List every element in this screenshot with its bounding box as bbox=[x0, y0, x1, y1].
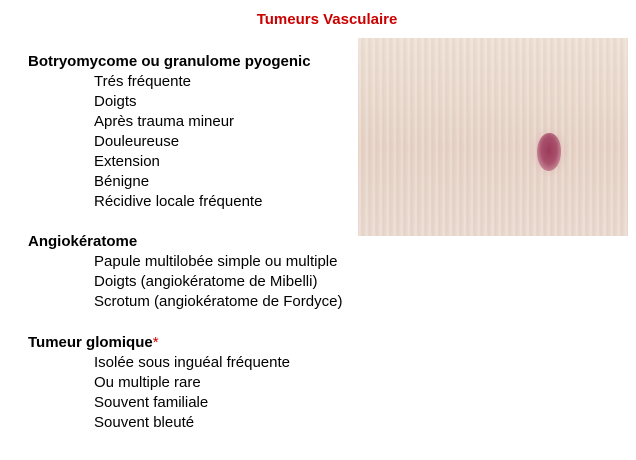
section-heading-text: Tumeur glomique bbox=[28, 334, 153, 351]
list-item: Récidive locale fréquente bbox=[94, 193, 263, 210]
lesion-nodule bbox=[537, 133, 561, 171]
slide-title: Tumeurs Vasculaire bbox=[256, 11, 398, 28]
list-item: Bénigne bbox=[94, 173, 150, 190]
section-heading: Botryomycome ou granulome pyogenic bbox=[28, 53, 311, 70]
list-item: Souvent familiale bbox=[94, 394, 209, 411]
list-item: Trés fréquente bbox=[94, 73, 191, 90]
section-heading: Angiokératome bbox=[28, 233, 138, 250]
section-heading bbox=[28, 333, 290, 353]
list-item: Isolée sous inguéal fréquente bbox=[94, 354, 290, 371]
list-item: Doigts (angiokératome de Mibelli) bbox=[94, 273, 318, 290]
list-item: Papule multilobée simple ou multiple bbox=[94, 253, 338, 270]
list-item: Scrotum (angiokératome de Fordyce) bbox=[94, 293, 343, 310]
list-item: Après trauma mineur bbox=[94, 113, 235, 130]
bullet-list bbox=[28, 353, 290, 433]
section-tumeur-glomique bbox=[28, 333, 290, 433]
section-angiokeratome bbox=[28, 232, 342, 312]
clinical-photo bbox=[358, 38, 628, 236]
asterisk-mark: * bbox=[152, 334, 159, 351]
list-item: Doigts bbox=[94, 93, 137, 110]
bullet-list bbox=[28, 252, 342, 312]
section-botryomycome bbox=[28, 52, 311, 212]
list-item: Souvent bleuté bbox=[94, 414, 195, 431]
bullet-list bbox=[28, 72, 311, 212]
list-item: Douleureuse bbox=[94, 133, 180, 150]
list-item: Ou multiple rare bbox=[94, 374, 201, 391]
list-item: Extension bbox=[94, 153, 160, 170]
